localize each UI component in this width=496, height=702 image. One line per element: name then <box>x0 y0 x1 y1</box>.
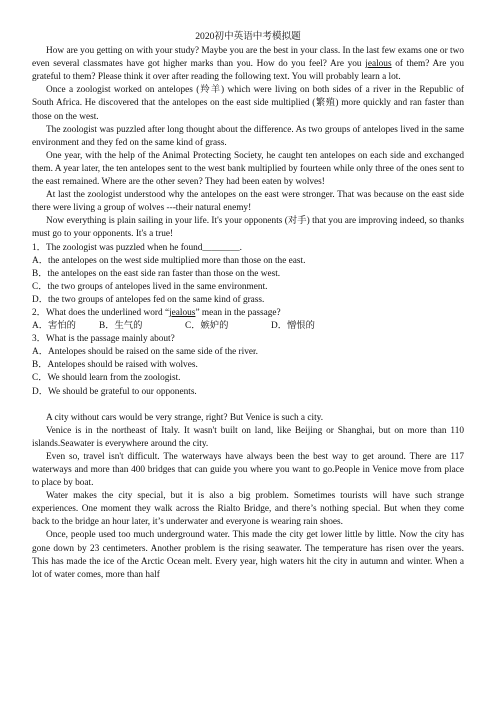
question-2-option-d: D．憎恨的 <box>271 321 315 332</box>
underlined-word-jealous: jealous <box>365 59 392 70</box>
page-title: 2020初中英语中考模拟题 <box>195 31 301 42</box>
passage1-paragraph-4: One year, with the help of the Animal Protecting Society, he caught ten antelopes on each side and exchanged them. A year later, the ten antelopes sent to the west bank multiplied by fourteen while only three of the ones sent to the east remained. Where are the other seven? They had been eaten by wolves! <box>32 150 464 188</box>
question-1-option-c: C．the two groups of antelopes lived in the same environment. <box>32 281 268 292</box>
question-1-option-b: B．the antelopes on the east side ran faster than those on the west. <box>32 268 281 279</box>
question-2-options <box>32 320 464 333</box>
question-3-option-d: D．We should be grateful to our opponents. <box>32 386 197 397</box>
question-2-text-a: 2．What does the underlined word “ <box>32 307 170 318</box>
question-2-underlined-word: jealous <box>169 307 196 318</box>
passage1-p1-text-b: of them? Are you grateful to them? Please think it over after reading the following text. You will probably learn a lot. <box>32 59 464 83</box>
question-1: 1．The zoologist was puzzled when he found________. <box>32 242 242 253</box>
passage1-paragraph-1 <box>32 45 464 84</box>
passage2-paragraph-1: A city without cars would be very strange, right? But Venice is such a city. <box>46 412 324 423</box>
passage1-paragraph-5: At last the zoologist understood why the antelopes on the east were stronger. That was because on the east side there were living a group of wolves ---their natural enemy! <box>32 190 464 214</box>
passage2-paragraph-5: Once, people used too much underground water. This made the city get lower little by little. Now the city has gone down by 23 centimeters. Another problem is the rising seawater. The temperature has risen over the years. This has made the ice of the Arctic Ocean melt. Every year, high waters hit the city in autumn and winter. When a lot of water comes, more than half <box>32 530 464 580</box>
question-3-option-b: B．Antelopes should be raised with wolves. <box>32 360 198 371</box>
question-2 <box>32 307 464 320</box>
question-3-option-c: C．We should learn from the zoologist. <box>32 373 181 384</box>
section-gap <box>32 399 464 412</box>
question-2-option-a: A．害怕的 <box>32 321 76 332</box>
passage2-paragraph-3: Even so, travel isn't difficult. The waterways have always been the best way to get around. There are 117 waterways and more than 400 bridges that can guide you where you want to go.People in Venice move from place to place by boat. <box>32 451 464 489</box>
passage1-paragraph-6: Now everything is plain sailing in your life. It's your opponents (对手) that you are improving indeed, so thanks must go to your opponents. It's a true! <box>32 216 464 240</box>
passage1-paragraph-3: The zoologist was puzzled after long thought about the difference. As two groups of antelopes lived in the same environment and they fed on the same kind of grass. <box>32 124 464 148</box>
question-1-option-a: A．the antelopes on the west side multiplied more than those on the east. <box>32 255 306 266</box>
passage2-paragraph-2: Venice is in the northeast of Italy. It wasn't built on land, like Beijing or Shanghai, but on more than 110 islands.Seawater is everywhere around the city. <box>32 425 464 449</box>
question-2-text-b: ” mean in the passage? <box>195 307 281 318</box>
question-2-option-b: B．生气的 <box>99 321 143 332</box>
passage2-paragraph-4: Water makes the city special, but it is also a big problem. Sometimes tourists will have such strange experiences. One moment they walk across the Rialto Bridge, and there’s nothing special. But when they come back to the bridge an hour later, it’s underwater and everyone is wearing rain shoes. <box>32 491 464 528</box>
question-1-option-d: D．the two groups of antelopes fed on the same kind of grass. <box>32 294 265 305</box>
question-3: 3．What is the passage mainly about? <box>32 334 175 345</box>
question-2-option-c: C．嫉妒的 <box>185 321 229 332</box>
passage1-paragraph-2: Once a zoologist worked on antelopes (羚羊) which were living on both sides of a river in the Republic of South Africa. He discovered that the antelopes on the east side multiplied (繁殖) more quickly and ran faster than those on the west. <box>32 85 464 122</box>
question-3-option-a: A．Antelopes should be raised on the same side of the river. <box>32 347 258 358</box>
passage1-p1-text-a: How are you getting on with your study? Maybe you are the best in your class. In the last few exams one or two even several classmates have got higher marks than you. How do you feel? Are you <box>32 46 464 70</box>
